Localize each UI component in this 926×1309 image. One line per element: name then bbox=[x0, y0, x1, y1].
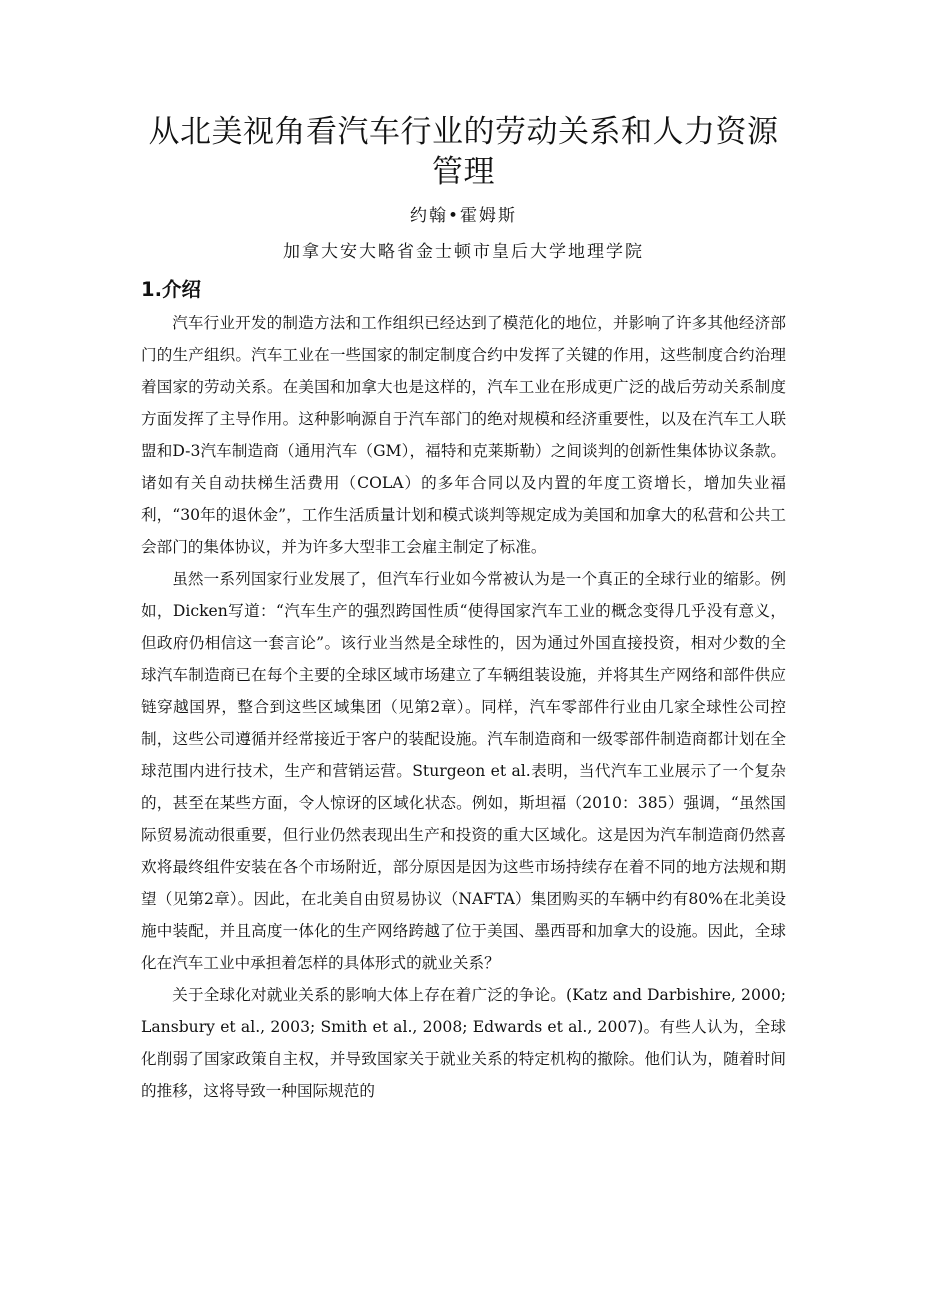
author-name: 约翰•霍姆斯 bbox=[409, 206, 518, 226]
document-title: 从北美视角看汽车行业的劳动关系和人力资源管理 bbox=[148, 114, 779, 190]
section-heading: 1.介绍 bbox=[141, 278, 201, 301]
author-affiliation: 加拿大安大略省金士顿市皇后大学地理学院 bbox=[283, 242, 644, 262]
paragraph: 虽然一系列国家行业发展了，但汽车行业如今常被认为是一个真正的全球行业的缩影。例如，Dicken写道：“汽车生产的强烈跨国性质“使得国家汽车工业的概念变得几乎没有意义，但政府仍相信这一套言论”。该行业当然是全球性的，因为通过外国直接投资，相对少数的全球汽车制造商已在每个主要的全球区域市场建立了车辆组装设施，并将其生产网络和部件供应链穿越国界，整合到这些区域集团（见第2章）。同样，汽车零部件行业由几家全球性公司控制，这些公司遵循并经常接近于客户的装配设施。汽车制造商和一级零部件制造商都计划在全球范围内进行技术，生产和营销运营。Sturgeon et al.表明，当代汽车工业展示了一个复杂的，甚至在某些方面，令人惊讶的区域化状态。例如，斯坦福（2010：385）强调，“虽然国际贸易流动很重要，但行业仍然表现出生产和投资的重大区域化。这是因为汽车制造商仍然喜欢将最终组件安装在各个市场附近，部分原因是因为这些市场持续存在着不同的地方法规和期望（见第2章）。因此，在北美自由贸易协议（NAFTA）集团购买的车辆中约有80%在北美设施中装配，并且高度一体化的生产网络跨越了位于美国、墨西哥和加拿大的设施。因此，全球化在汽车工业中承担着怎样的具体形式的就业关系？ bbox=[141, 570, 786, 972]
paragraph: 关于全球化对就业关系的影响大体上存在着广泛的争论。(Katz and Darbishire, 2000; Lansbury et al., 2003; Smith et al., 2008; Edwards et al., 2007)。有些人认为，全球化削弱了国家政策自主权，并导致国家关于就业关系的特定机构的撤除。他们认为，随着时间的推移，这将导致一种国际规范的 bbox=[141, 986, 786, 1100]
paragraph: 汽车行业开发的制造方法和工作组织已经达到了模范化的地位，并影响了许多其他经济部门的生产组织。汽车工业在一些国家的制定制度合约中发挥了关键的作用，这些制度合约治理着国家的劳动关系。在美国和加拿大也是这样的，汽车工业在形成更广泛的战后劳动关系制度方面发挥了主导作用。这种影响源自于汽车部门的绝对规模和经济重要性，以及在汽车工人联盟和D-3汽车制造商（通用汽车（GM），福特和克莱斯勒）之间谈判的创新性集体协议条款。诸如有关自动扶梯生活费用（COLA）的多年合同以及内置的年度工资增长，增加失业福利，“30年的退休金”，工作生活质量计划和模式谈判等规定成为美国和加拿大的私营和公共工会部门的集体协议，并为许多大型非工会雇主制定了标准。 bbox=[141, 314, 786, 556]
